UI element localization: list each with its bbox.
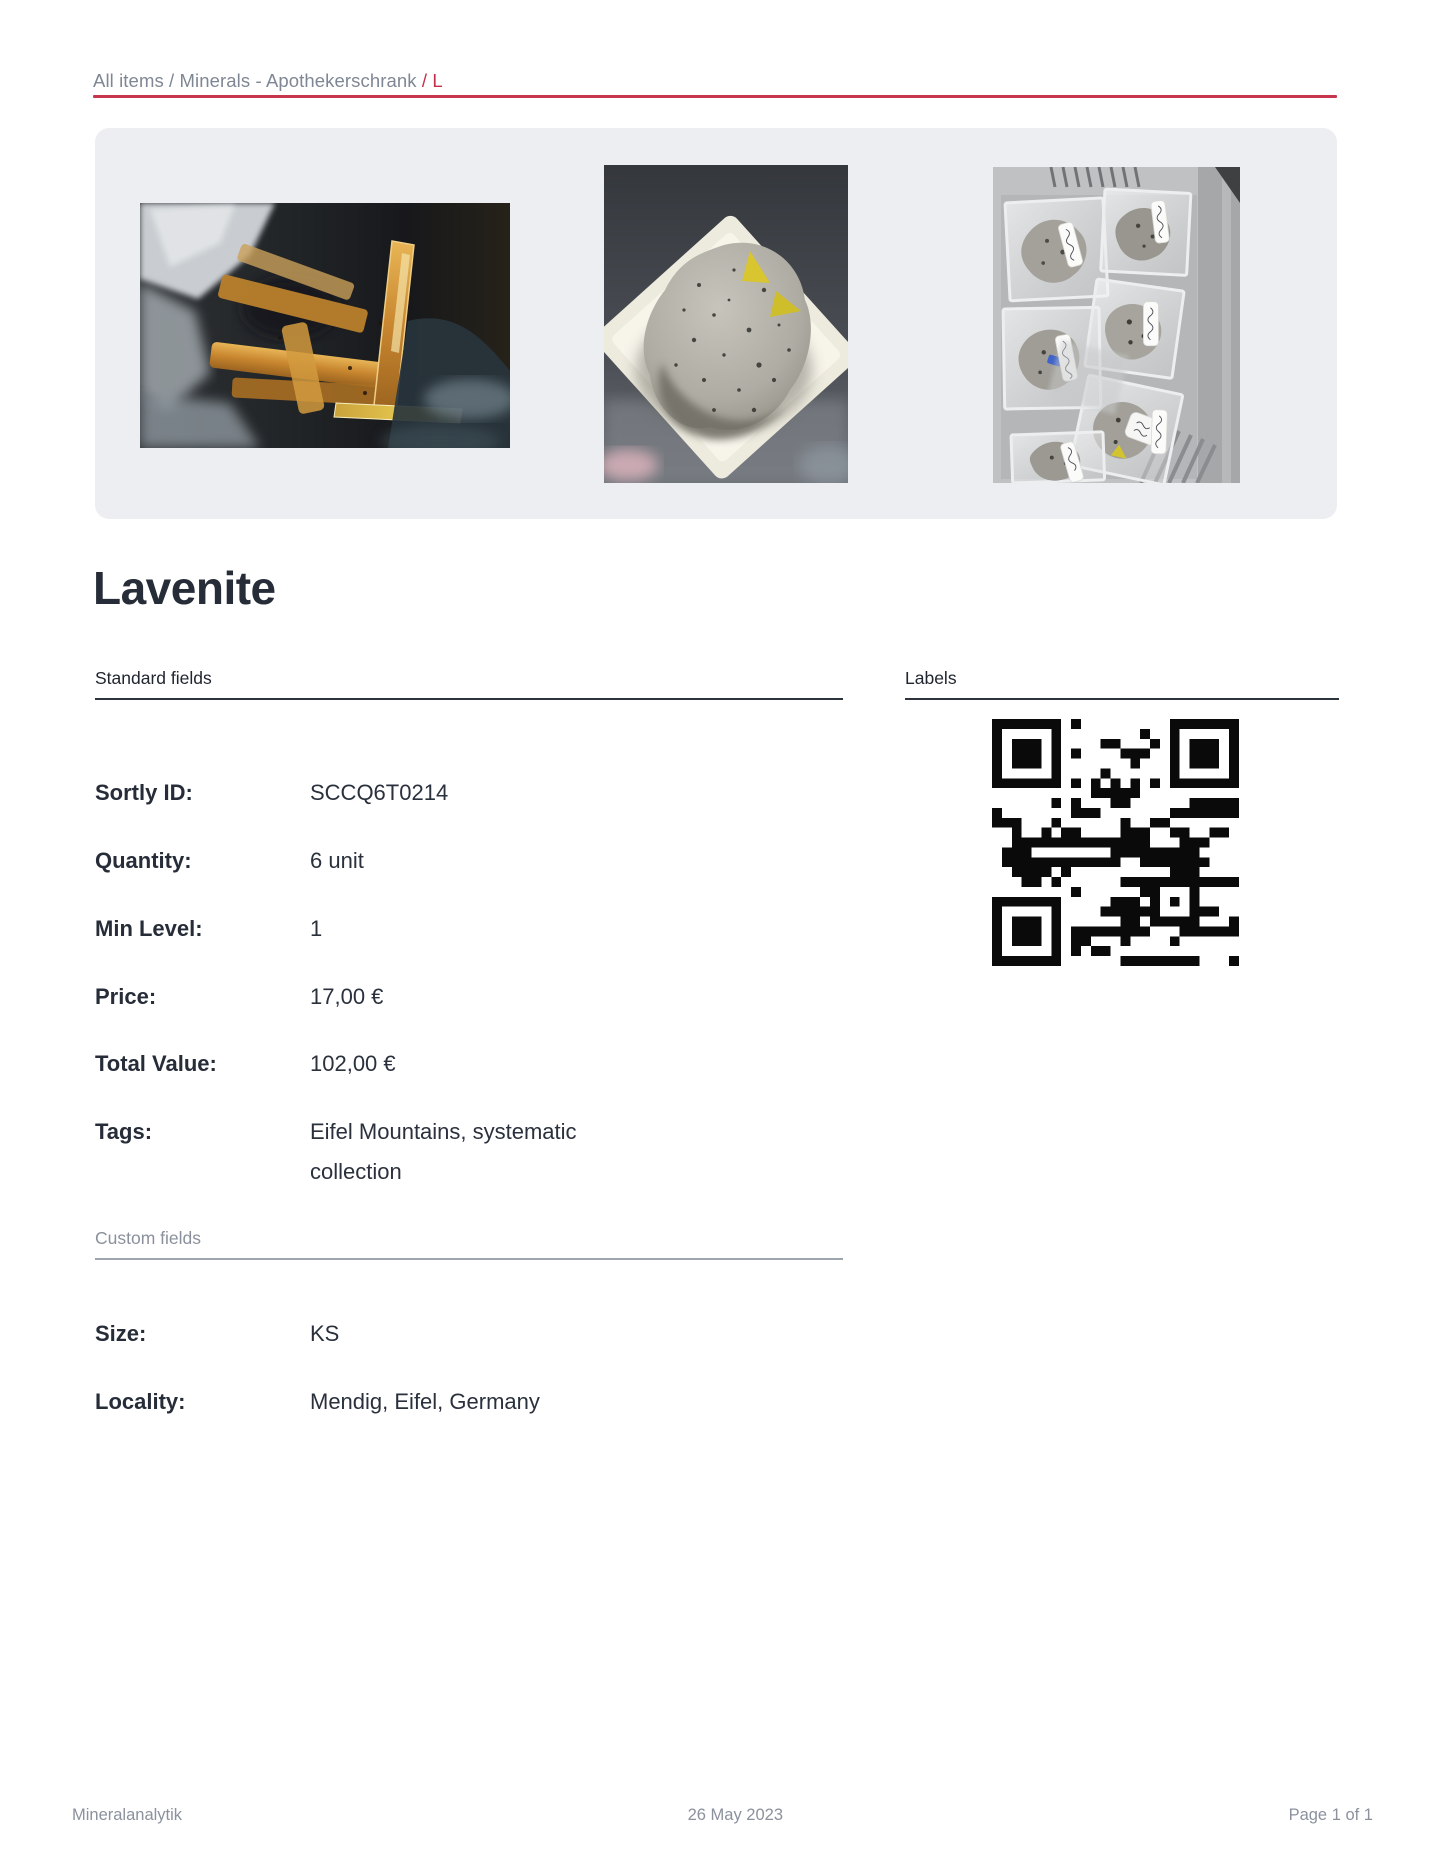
field-label: Tags: bbox=[95, 1119, 153, 1144]
field-label: Quantity: bbox=[95, 848, 192, 873]
field-label: Min Level: bbox=[95, 916, 203, 941]
field-label: Sortly ID: bbox=[95, 780, 193, 805]
section-custom-fields-header bbox=[95, 1228, 843, 1260]
footer-page-number: Page 1 of 1 bbox=[1288, 1806, 1373, 1824]
labels-heading: Labels bbox=[905, 668, 957, 688]
section-labels-header bbox=[905, 668, 1339, 700]
field-label: Locality: bbox=[95, 1389, 186, 1414]
field-value: 1 bbox=[310, 916, 323, 941]
qr-code bbox=[992, 719, 1239, 966]
breadcrumb-divider-line bbox=[93, 95, 1337, 98]
field-value: 6 unit bbox=[310, 848, 364, 873]
photo-specimen-with-yellow-markers bbox=[604, 165, 848, 483]
field-label: Price: bbox=[95, 984, 157, 1009]
field-value: KS bbox=[310, 1321, 340, 1346]
photo-labeled-specimen-boxes bbox=[993, 167, 1240, 483]
footer-date: 26 May 2023 bbox=[687, 1806, 784, 1824]
page-title: Lavenite bbox=[93, 562, 276, 614]
breadcrumb-current[interactable]: / L bbox=[416, 70, 443, 91]
standard-fields-heading: Standard fields bbox=[95, 668, 212, 688]
custom-fields-heading: Custom fields bbox=[95, 1228, 202, 1248]
field-label: Size: bbox=[95, 1321, 147, 1346]
photo-orange-lavenite-crystals-macro bbox=[140, 203, 510, 448]
field-value: Eifel Mountains, systematic collection bbox=[310, 1119, 577, 1184]
footer-app-name: Mineralanalytik bbox=[72, 1806, 183, 1824]
page-footer bbox=[72, 1806, 1373, 1825]
field-label: Total Value: bbox=[95, 1051, 217, 1076]
breadcrumb bbox=[93, 70, 443, 92]
field-value: 17,00 € bbox=[310, 984, 384, 1009]
breadcrumb-path[interactable]: All items / Minerals - Apothekerschrank bbox=[93, 70, 417, 91]
field-value: 102,00 € bbox=[310, 1051, 396, 1076]
field-value: SCCQ6T0214 bbox=[310, 780, 449, 805]
section-standard-fields-header bbox=[95, 668, 843, 700]
field-value: Mendig, Eifel, Germany bbox=[310, 1389, 540, 1414]
